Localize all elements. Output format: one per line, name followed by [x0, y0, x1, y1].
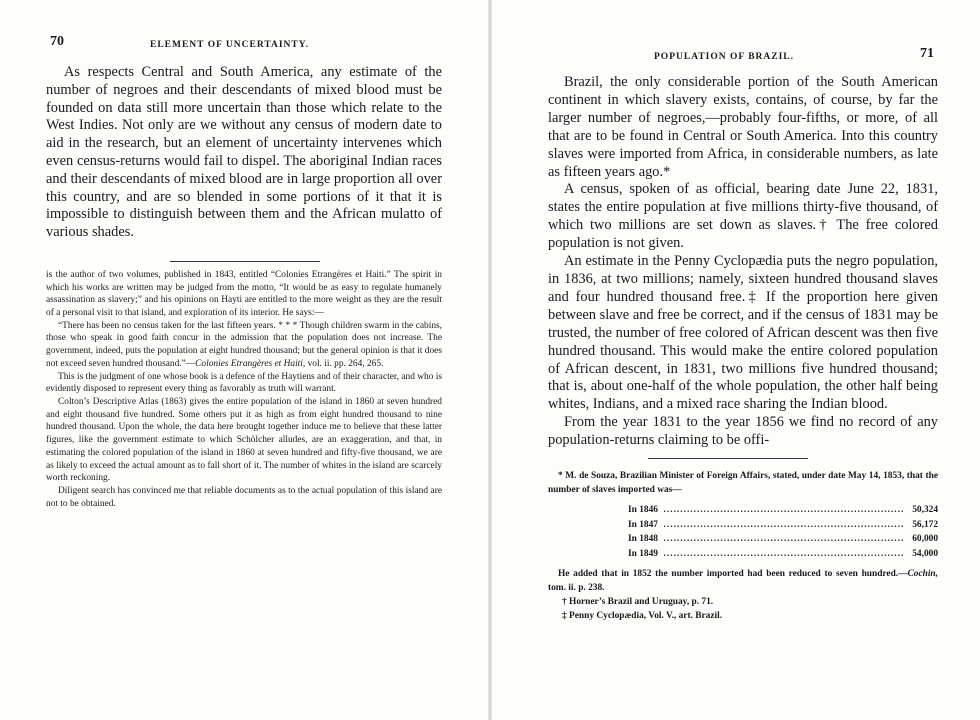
left-running-title: ELEMENT OF UNCERTAINTY.	[150, 40, 310, 50]
import-count: 56,172	[912, 519, 938, 530]
slave-import-table	[628, 503, 938, 561]
left-note-2	[46, 320, 442, 371]
import-count: 60,000	[912, 534, 938, 545]
footnote-source-pages: tom. ii. p. 238.	[548, 583, 605, 594]
dot-leader: ........................................................................	[663, 519, 905, 530]
right-page	[490, 0, 980, 720]
left-note-1: is the author of two volumes, published in 1843, entitled “Colonies Etrangères et Haiti.” The spirit in which his works are written may be judged from the motto, “It would be as easy to regulate humanely assassination as slavery;” and his opinions on Hayti are entitled to the more weight as they are the result of a personal visit to that island, and exploration of its interior. He says:—	[46, 269, 442, 319]
left-running-head	[46, 34, 442, 56]
right-footnotes	[548, 469, 938, 623]
dot-leader: ........................................................................	[663, 534, 905, 545]
left-footnotes	[46, 269, 442, 510]
table-row	[628, 532, 938, 547]
left-note-3: This is the judgment of one whose book is a defence of the Haytiens and of their character, and who is evidently disposed to represent every thing as favorably as truth will warrant.	[46, 371, 442, 395]
table-row	[628, 518, 938, 533]
left-note-5: Diligent search has convinced me that reliable documents as to the actual population of this island are not to be obtained.	[46, 485, 442, 509]
right-paragraph-4: From the year 1831 to the year 1856 we find no record of any population-returns claiming to be offi-	[548, 414, 938, 449]
right-page-number: 71	[920, 46, 934, 61]
left-page-number: 70	[50, 34, 64, 49]
footnote-continued-text: He added that in 1852 the number imported had been reduced to seven hundred.—	[558, 569, 908, 580]
import-count: 54,000	[912, 548, 938, 559]
table-row	[628, 547, 938, 562]
import-count: 50,324	[912, 505, 938, 516]
right-running-head	[548, 46, 938, 68]
right-footnote-dagger: † Horner’s Brazil and Uruguay, p. 71.	[562, 597, 714, 608]
left-body-paragraph: As respects Central and South America, any estimate of the number of negroes and their descendants of mixed blood must be founded on data still more uncertain than those which relate to the West Indies. Not only are we without any census of modern date to aid in the research, but an element of uncertainty intervenes which even census-returns would fail to dispel. The aboriginal Indian races and their descendants of mixed blood are in large proportion all over this country, and are so blended in some portions of it that it is impossible to distinguish between them and the African mulatto of various shades.	[46, 64, 442, 241]
right-footnote-star-continued	[548, 567, 938, 595]
left-note-4: Colton’s Descriptive Atlas (1863) gives the entire population of the island in 1860 at seven hundred and eight thousand five hundred. Some others put it as high as from eight hundred thousand to nine hundred thousand. Upon the whole, the data here brought together induce me to believe that these latter figures, like the government estimate to which Schölcher alludes, are an exaggeration, and that, in estimating the colored population of the island in 1860 at seven hundred and fifty-five thousand, we are as likely to exceed the actual amount as to fall short of it. The number of whites in the island are scarcely worth reckoning.	[46, 397, 442, 484]
left-note-2-source-pages: vol. ii. pp. 264, 265.	[305, 358, 384, 369]
right-paragraph-3: An estimate in the Penny Cyclopædia puts the negro population, in 1836, at two millions; namely, sixteen hundred thousand slaves and four hundred thousand free.‡ If the proportion here given between slave and free be correct, and if the census of 1831 may be trusted, the number of free colored of African descent was then five hundred thousand. This would make the entire colored population of African descent, in 1831, two millions five hundred thousand; that is, about one-half of the whole population, the other half being whites, Indians, and a mixed race sharing the Indian blood.	[548, 253, 938, 413]
right-footnote-double-dagger: ‡ Penny Cyclopædia, Vol. V., art. Brazil.	[562, 611, 723, 622]
dot-leader: ........................................................................	[663, 505, 905, 516]
dot-leader: ........................................................................	[663, 548, 905, 559]
import-year: In 1849	[628, 548, 658, 559]
right-body	[548, 74, 938, 450]
left-note-2-source-title: Colonies Etrangères et Haiti,	[195, 358, 306, 369]
footnote-source-title: Cochin,	[907, 569, 938, 580]
right-footnote-star: * M. de Souza, Brazilian Minister of Foreign Affairs, stated, under date May 14, 1853, that the number of slaves imported was—	[548, 471, 938, 496]
right-paragraph-2: A census, spoken of as official, bearing date June 22, 1831, states the entire population at five millions thirty-five thousand, of which two millions are set down as slaves.† The free colored population is not given.	[548, 181, 938, 252]
right-footnote-rule	[648, 458, 808, 459]
right-running-title: POPULATION OF BRAZIL.	[654, 52, 795, 62]
import-year: In 1846	[628, 505, 658, 516]
left-footnote-rule	[170, 261, 320, 262]
import-year: In 1848	[628, 534, 658, 545]
table-row	[628, 503, 938, 518]
left-note-2-quote: “There has been no census taken for the last fifteen years. * * * Though children swarm in the cabins, those who speak in good faith concur in the admission that the population does not increase. The government, indeed, puts the population at eight hundred thousand; but the general opinion is that it does not exceed seven hundred thousand.”—	[46, 320, 442, 369]
import-year: In 1847	[628, 519, 658, 530]
right-paragraph-1: Brazil, the only considerable portion of the South American continent in which slavery exists, contains, of course, by far the larger number of negroes,—probably four-fifths, or more, of all that are to be found in Central or South America. Into this country slaves were imported from Africa, in considerable numbers, as late as fifteen years ago.*	[548, 74, 938, 180]
